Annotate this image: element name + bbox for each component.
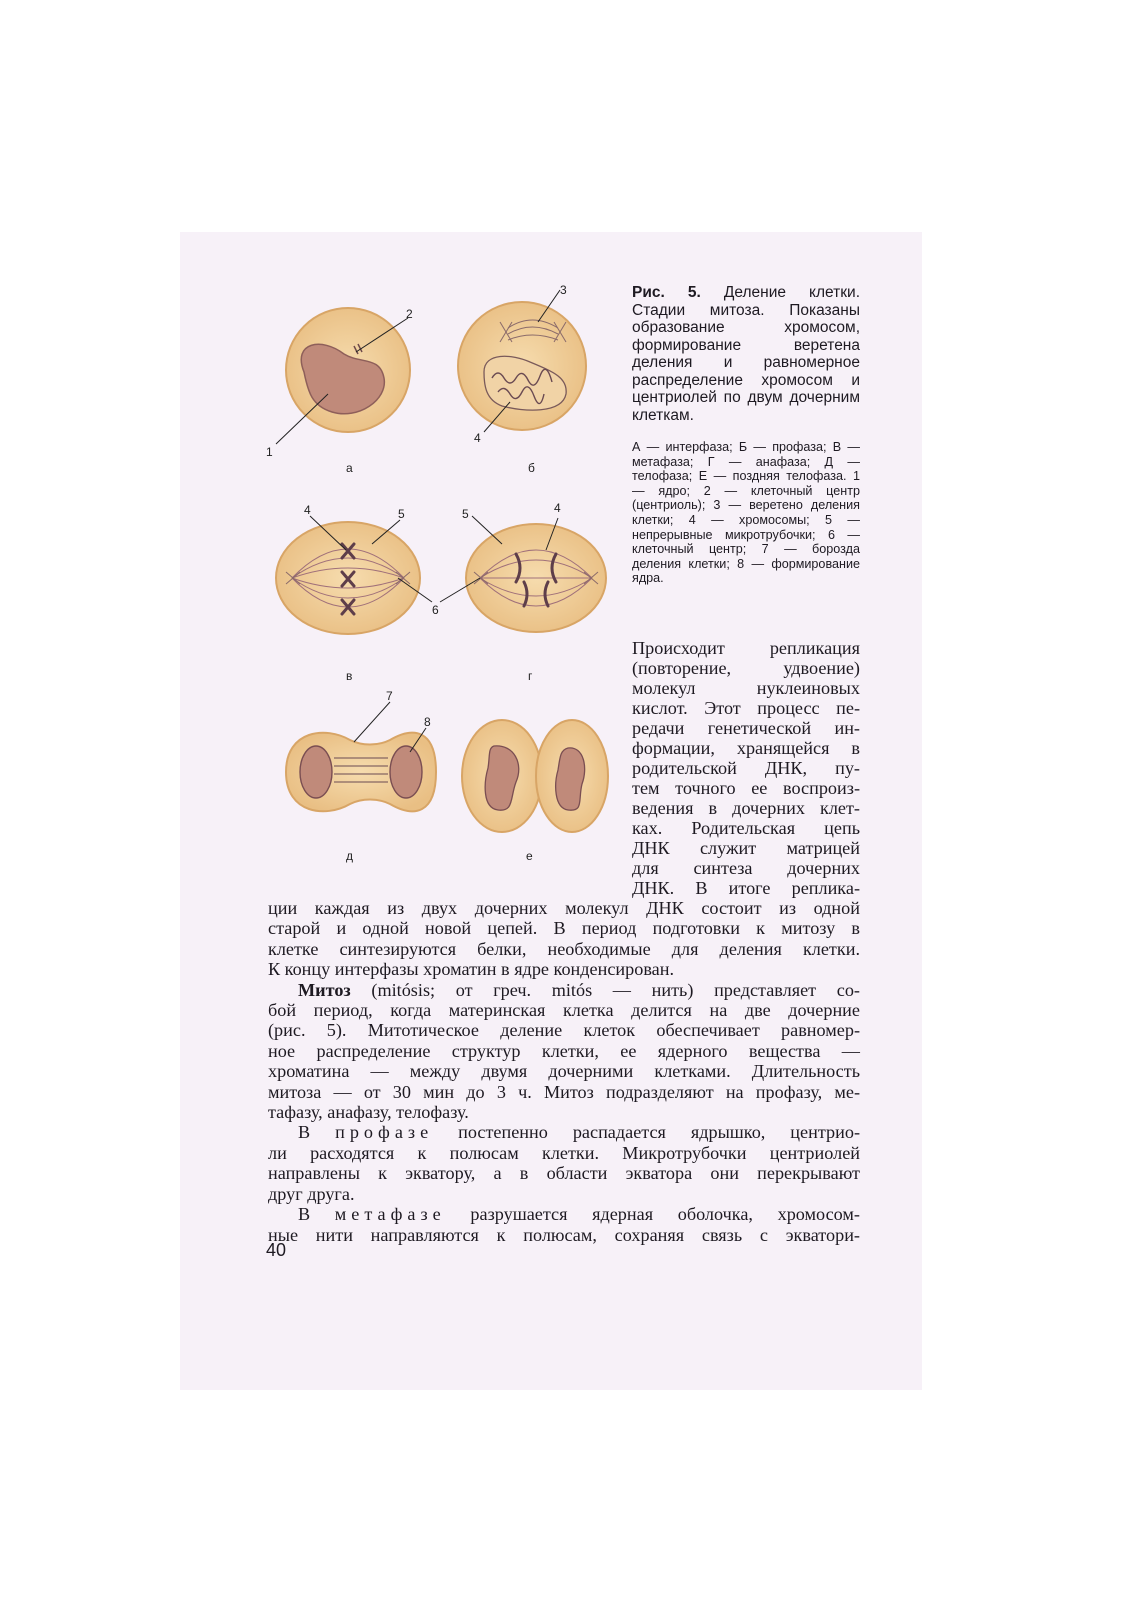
paragraph-replication xyxy=(268,898,860,980)
term-mitosis: Митоз xyxy=(298,979,351,1000)
paragraph-prophase xyxy=(268,1122,860,1204)
caption-text: Деление клетки. Стадии митоза. Показаны образование хромосом, формирование веретена деления и равномерное распределение хромосом и центриолей по двум дочерним клеткам. xyxy=(632,284,860,424)
paragraph-mitosis xyxy=(268,980,860,1123)
side-line: ДНК служит матрицей xyxy=(632,838,860,858)
caption-label: Рис. 5. xyxy=(632,284,701,301)
text-line: направлены к экватору, а в области экватора они перекрывают xyxy=(268,1163,860,1184)
text-line: хроматина — между двумя дочерними клетками. Длительность xyxy=(268,1061,860,1082)
side-line: Происходит репликация xyxy=(632,638,860,658)
side-line: родительской ДНК, пу- xyxy=(632,758,860,778)
side-line: ках. Родительская цепь xyxy=(632,818,860,838)
term-metaphase: метафазе xyxy=(334,1204,446,1225)
cell-telophase xyxy=(286,702,436,811)
callout-4-anaphase: 4 xyxy=(554,501,561,515)
callout-5-anaphase: 5 xyxy=(462,507,469,521)
figure-caption xyxy=(632,284,860,424)
side-line: тем точного ее воспроиз- xyxy=(632,778,860,798)
cell-late-telophase xyxy=(462,720,608,832)
body-text xyxy=(268,898,860,1245)
text-fragment: разрушается ядерная оболочка, хромосом- xyxy=(445,1204,860,1225)
text-line: ное распределение структур клетки, ее ядерного вещества — xyxy=(268,1040,860,1061)
side-line: формации, хранящейся в xyxy=(632,738,860,758)
text-fragment: В xyxy=(298,1122,336,1143)
term-prophase: профазе xyxy=(335,1122,434,1143)
text-line xyxy=(268,980,860,1000)
side-line: редачи генетической ин- xyxy=(632,718,860,738)
paragraph-metaphase xyxy=(268,1204,860,1245)
text-line xyxy=(268,1122,860,1142)
callout-4-prophase: 4 xyxy=(474,431,481,445)
panel-label-g: г xyxy=(528,669,533,683)
text-line: друг друга. xyxy=(268,1183,355,1204)
callout-8: 8 xyxy=(424,715,431,729)
callout-3: 3 xyxy=(560,283,567,297)
callout-7: 7 xyxy=(386,689,393,703)
side-line: ДНК. В итоге реплика- xyxy=(632,878,860,898)
text-line: клетке синтезируются белки, необходимые для деления клетки. xyxy=(268,938,860,959)
page-number: 40 xyxy=(266,1240,287,1260)
text-line: тафазу, анафазу, телофазу. xyxy=(268,1102,469,1123)
side-line: для синтеза дочерних xyxy=(632,858,860,878)
text-line xyxy=(268,1204,860,1224)
callout-2: 2 xyxy=(406,307,413,321)
text-line: бой период, когда материнская клетка делится на две дочерние xyxy=(268,1000,860,1021)
panel-label-a: а xyxy=(346,461,353,475)
text-line: ции каждая из двух дочерних молекул ДНК состоит из одной xyxy=(268,898,860,918)
text-fragment: (mitósis; от греч. mitós — нить) представляет со- xyxy=(350,979,860,1000)
text-fragment: В xyxy=(298,1204,335,1225)
text-line: митоза — от 30 мин до 3 ч. Митоз подразделяют на профазу, ме- xyxy=(268,1081,860,1102)
text-line: К концу интерфазы хроматин в ядре конденсирован. xyxy=(268,959,675,980)
text-line: ли расходятся к полюсам клетки. Микротрубочки центриолей xyxy=(268,1142,860,1163)
side-line: (повторение, удвоение) xyxy=(632,658,860,678)
cell-metaphase xyxy=(276,516,420,634)
text-line: старой и одной новой цепей. В период подготовки к митозу в xyxy=(268,918,860,939)
panel-label-d: д xyxy=(346,849,354,863)
cell-anaphase xyxy=(398,516,606,632)
callout-4-metaphase: 4 xyxy=(304,503,311,517)
side-line: ведения в дочерних клет- xyxy=(632,798,860,818)
text-fragment: постепенно распадается ядрышко, центрио- xyxy=(433,1122,860,1143)
side-paragraph xyxy=(632,638,860,898)
callout-6: 6 xyxy=(432,603,439,617)
panel-label-v: в xyxy=(346,669,353,683)
side-line: молекул нуклеиновых xyxy=(632,678,860,698)
panel-label-b: б xyxy=(528,461,535,475)
panel-label-e: е xyxy=(526,849,533,863)
callout-5-metaphase: 5 xyxy=(398,507,405,521)
callout-1: 1 xyxy=(266,445,273,459)
side-line: кислот. Этот процесс пе- xyxy=(632,698,860,718)
cell-prophase xyxy=(458,290,586,432)
text-line: (рис. 5). Митотическое деление клеток обеспечивает равномер- xyxy=(268,1020,860,1041)
figure-legend: А — интерфаза; Б — профаза; В — метафаза; Г — анафаза; Д — телофаза; Е — поздняя телофаза. 1 — ядро; 2 — клеточный центр (центриоль); 3 — веретено деления клетки; 4 — хромосомы; 5 — непрерывные микротрубочки; 6 — клеточный центр; 7 — борозда деления клетки; 8 — формирование ядра. xyxy=(632,440,860,586)
text-line: ные нити направляются к полюсам, сохраняя связь с экватори- xyxy=(268,1224,860,1245)
mitosis-figure xyxy=(262,282,614,898)
cell-interphase xyxy=(276,308,410,444)
